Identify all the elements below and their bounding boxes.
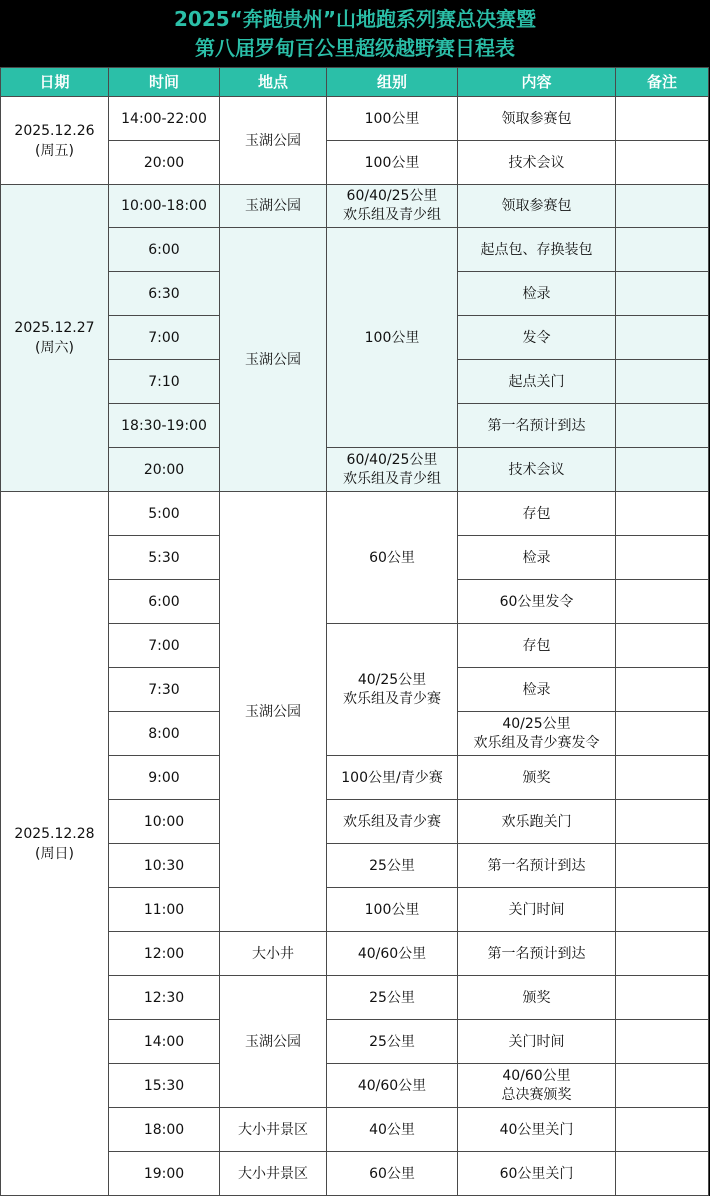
note-cell <box>616 360 709 404</box>
content-cell: 检录 <box>458 272 616 316</box>
header-content: 内容 <box>458 68 616 97</box>
content-cell: 检录 <box>458 536 616 580</box>
content-cell: 领取参赛包 <box>458 97 616 141</box>
group-cell: 100公里/青少赛 <box>327 756 458 800</box>
note-cell <box>616 976 709 1020</box>
time-cell: 18:30-19:00 <box>109 404 220 448</box>
group-cell: 25公里 <box>327 976 458 1020</box>
content-cell: 第一名预计到达 <box>458 932 616 976</box>
content-cell: 存包 <box>458 492 616 536</box>
weekday-text: (周六) <box>35 340 74 356</box>
group-cell: 欢乐组及青少赛 <box>327 800 458 844</box>
note-cell <box>616 492 709 536</box>
group-cell: 60公里 <box>327 1152 458 1196</box>
date-text: 2025.12.28 <box>14 825 95 842</box>
header-date: 日期 <box>1 68 109 97</box>
table-row <box>1 492 709 536</box>
note-cell <box>616 580 709 624</box>
schedule-table <box>0 67 709 1196</box>
time-cell: 18:00 <box>109 1108 220 1152</box>
time-cell: 5:00 <box>109 492 220 536</box>
note-cell <box>616 712 709 756</box>
location-cell: 玉湖公园 <box>220 97 327 185</box>
time-cell: 19:00 <box>109 1152 220 1196</box>
table-row <box>1 185 709 228</box>
group-cell: 25公里 <box>327 1020 458 1064</box>
content-cell: 60公里发令 <box>458 580 616 624</box>
group-cell: 60公里 <box>327 492 458 624</box>
note-cell <box>616 888 709 932</box>
content-cell: 第一名预计到达 <box>458 844 616 888</box>
content-cell: 40公里关门 <box>458 1108 616 1152</box>
content-cell: 起点包、存换装包 <box>458 228 616 272</box>
header-location: 地点 <box>220 68 327 97</box>
note-cell <box>616 932 709 976</box>
note-cell <box>616 1108 709 1152</box>
page-title-line2: 第八届罗甸百公里超级越野赛日程表 <box>195 36 515 60</box>
table-row <box>1 97 709 141</box>
time-cell: 12:30 <box>109 976 220 1020</box>
note-cell <box>616 228 709 272</box>
note-cell <box>616 844 709 888</box>
note-cell <box>616 404 709 448</box>
time-cell: 6:00 <box>109 580 220 624</box>
content-cell: 颁奖 <box>458 976 616 1020</box>
location-cell: 玉湖公园 <box>220 185 327 228</box>
group-cell: 100公里 <box>327 228 458 448</box>
content-cell: 关门时间 <box>458 1020 616 1064</box>
time-cell: 12:00 <box>109 932 220 976</box>
time-cell: 11:00 <box>109 888 220 932</box>
time-cell: 7:00 <box>109 316 220 360</box>
date-cell <box>1 97 109 185</box>
content-cell: 颁奖 <box>458 756 616 800</box>
header-note: 备注 <box>616 68 709 97</box>
location-cell: 大小井 <box>220 932 327 976</box>
time-cell: 15:30 <box>109 1064 220 1108</box>
time-cell: 6:00 <box>109 228 220 272</box>
content-cell: 发令 <box>458 316 616 360</box>
content-cell: 第一名预计到达 <box>458 404 616 448</box>
time-cell: 10:00-18:00 <box>109 185 220 228</box>
content-cell: 存包 <box>458 624 616 668</box>
location-cell: 大小井景区 <box>220 1152 327 1196</box>
content-cell: 关门时间 <box>458 888 616 932</box>
note-cell <box>616 185 709 228</box>
group-cell: 100公里 <box>327 141 458 185</box>
time-cell: 10:00 <box>109 800 220 844</box>
time-cell: 14:00-22:00 <box>109 97 220 141</box>
header-time: 时间 <box>109 68 220 97</box>
content-cell: 60公里关门 <box>458 1152 616 1196</box>
time-cell: 5:30 <box>109 536 220 580</box>
note-cell <box>616 668 709 712</box>
content-cell: 40/25公里 欢乐组及青少赛发令 <box>458 712 616 756</box>
location-cell: 玉湖公园 <box>220 976 327 1108</box>
time-cell: 20:00 <box>109 448 220 492</box>
time-cell: 9:00 <box>109 756 220 800</box>
time-cell: 7:00 <box>109 624 220 668</box>
weekday-text: (周五) <box>35 142 74 159</box>
table-header-row <box>1 68 709 97</box>
group-cell: 40/60公里 <box>327 932 458 976</box>
note-cell <box>616 141 709 185</box>
note-cell <box>616 624 709 668</box>
group-cell: 60/40/25公里 欢乐组及青少组 <box>327 448 458 492</box>
date-text: 2025.12.26 <box>14 122 95 139</box>
group-cell: 25公里 <box>327 844 458 888</box>
group-cell: 100公里 <box>327 888 458 932</box>
content-cell: 检录 <box>458 668 616 712</box>
location-cell: 玉湖公园 <box>220 228 327 492</box>
weekday-text: (周日) <box>35 845 74 862</box>
date-cell <box>1 185 109 492</box>
time-cell: 6:30 <box>109 272 220 316</box>
time-cell: 20:00 <box>109 141 220 185</box>
note-cell <box>616 272 709 316</box>
content-cell: 技术会议 <box>458 448 616 492</box>
note-cell <box>616 448 709 492</box>
time-cell: 7:10 <box>109 360 220 404</box>
note-cell <box>616 536 709 580</box>
header-group: 组别 <box>327 68 458 97</box>
content-cell: 领取参赛包 <box>458 185 616 228</box>
content-cell: 40/60公里 总决赛颁奖 <box>458 1064 616 1108</box>
content-cell: 欢乐跑关门 <box>458 800 616 844</box>
note-cell <box>616 316 709 360</box>
group-cell: 40公里 <box>327 1108 458 1152</box>
note-cell <box>616 756 709 800</box>
note-cell <box>616 1152 709 1196</box>
group-cell: 100公里 <box>327 97 458 141</box>
title-block <box>0 0 710 67</box>
date-text: 2025.12.27 <box>14 320 95 336</box>
page-title-line1: 2025“奔跑贵州”山地跑系列赛总决赛暨 <box>174 7 536 31</box>
time-cell: 10:30 <box>109 844 220 888</box>
note-cell <box>616 800 709 844</box>
date-cell <box>1 492 109 1196</box>
group-cell: 40/60公里 <box>327 1064 458 1108</box>
content-cell: 起点关门 <box>458 360 616 404</box>
time-cell: 8:00 <box>109 712 220 756</box>
note-cell <box>616 1064 709 1108</box>
content-cell: 技术会议 <box>458 141 616 185</box>
time-cell: 14:00 <box>109 1020 220 1064</box>
location-cell: 大小井景区 <box>220 1108 327 1152</box>
group-cell: 60/40/25公里 欢乐组及青少组 <box>327 185 458 228</box>
note-cell <box>616 1020 709 1064</box>
note-cell <box>616 97 709 141</box>
location-cell: 玉湖公园 <box>220 492 327 932</box>
group-cell: 40/25公里 欢乐组及青少赛 <box>327 624 458 756</box>
time-cell: 7:30 <box>109 668 220 712</box>
